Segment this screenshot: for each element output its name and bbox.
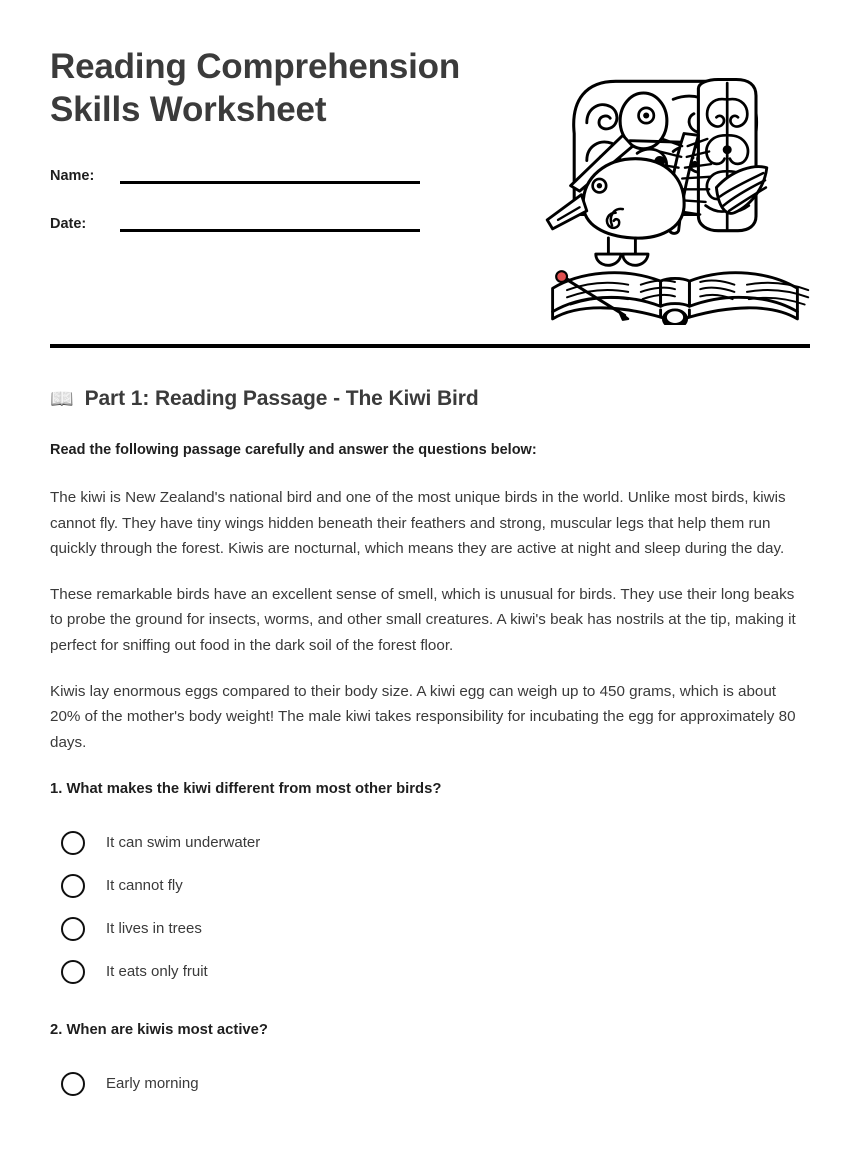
radio-button-icon[interactable] <box>61 874 85 898</box>
option-row[interactable] <box>50 950 810 993</box>
option-label: It can swim underwater <box>106 833 261 851</box>
question-1-options <box>50 821 810 993</box>
option-row[interactable] <box>50 907 810 950</box>
part1-heading-text: Part 1: Reading Passage - The Kiwi Bird <box>84 387 479 410</box>
passage-paragraph-3: Kiwis lay enormous eggs compared to their body size. A kiwi egg can weigh up to 450 grams, which is about 20% of the mother's body weight! The male kiwi takes responsibility for incubating the egg for approximately 80 days. <box>50 682 796 751</box>
question-block-2 <box>50 1020 810 1105</box>
option-label: Early morning <box>106 1074 199 1092</box>
date-field-input[interactable] <box>120 229 420 232</box>
question-1-text: 1. What makes the kiwi different from most other birds? <box>50 781 442 798</box>
kiwi-bird-book-illustration <box>540 50 810 325</box>
passage-paragraph-2: These remarkable birds have an excellent sense of smell, which is unusual for birds. They use their long beaks to probe the ground for insects, worms, and other small creatures. A kiwi's beak has nostrils at the tip, making it perfect for sniffing out food in the dark soil of the forest floor. <box>50 585 796 654</box>
open-book-icon: 📖 <box>50 388 74 410</box>
part1-heading <box>50 385 810 413</box>
passage-paragraph-1: The kiwi is New Zealand's national bird and one of the most unique birds in the world. Unlike most birds, kiwis cannot fly. They have tiny wings hidden beneath their feathers and strong, muscular legs that help them run quickly through the forest. Kiwis are nocturnal, which means they are active at night and sleep during the day. <box>50 489 786 558</box>
header-left-column <box>50 45 520 233</box>
date-field-label: Date: <box>50 216 87 232</box>
date-field-row <box>50 207 520 233</box>
option-row[interactable] <box>50 864 810 907</box>
radio-button-icon[interactable] <box>61 960 85 984</box>
question-2-text: 2. When are kiwis most active? <box>50 1022 268 1039</box>
header-divider <box>50 344 810 348</box>
name-field-label: Name: <box>50 168 95 184</box>
question-2-options <box>50 1062 810 1105</box>
page-title: Reading Comprehension Skills Worksheet <box>50 47 461 129</box>
option-row[interactable] <box>50 1062 810 1105</box>
radio-button-icon[interactable] <box>61 831 85 855</box>
name-field-input[interactable] <box>120 181 420 184</box>
option-row[interactable] <box>50 821 810 864</box>
option-label: It eats only fruit <box>106 962 208 980</box>
radio-button-icon[interactable] <box>61 917 85 941</box>
question-block-1 <box>50 779 810 993</box>
reading-instruction: Read the following passage carefully and answer the questions below: <box>50 442 537 458</box>
name-field-row <box>50 159 520 185</box>
option-label: It lives in trees <box>106 919 202 937</box>
worksheet-content <box>50 385 810 1105</box>
worksheet-header <box>50 45 810 310</box>
option-label: It cannot fly <box>106 876 183 894</box>
radio-button-icon[interactable] <box>61 1072 85 1096</box>
